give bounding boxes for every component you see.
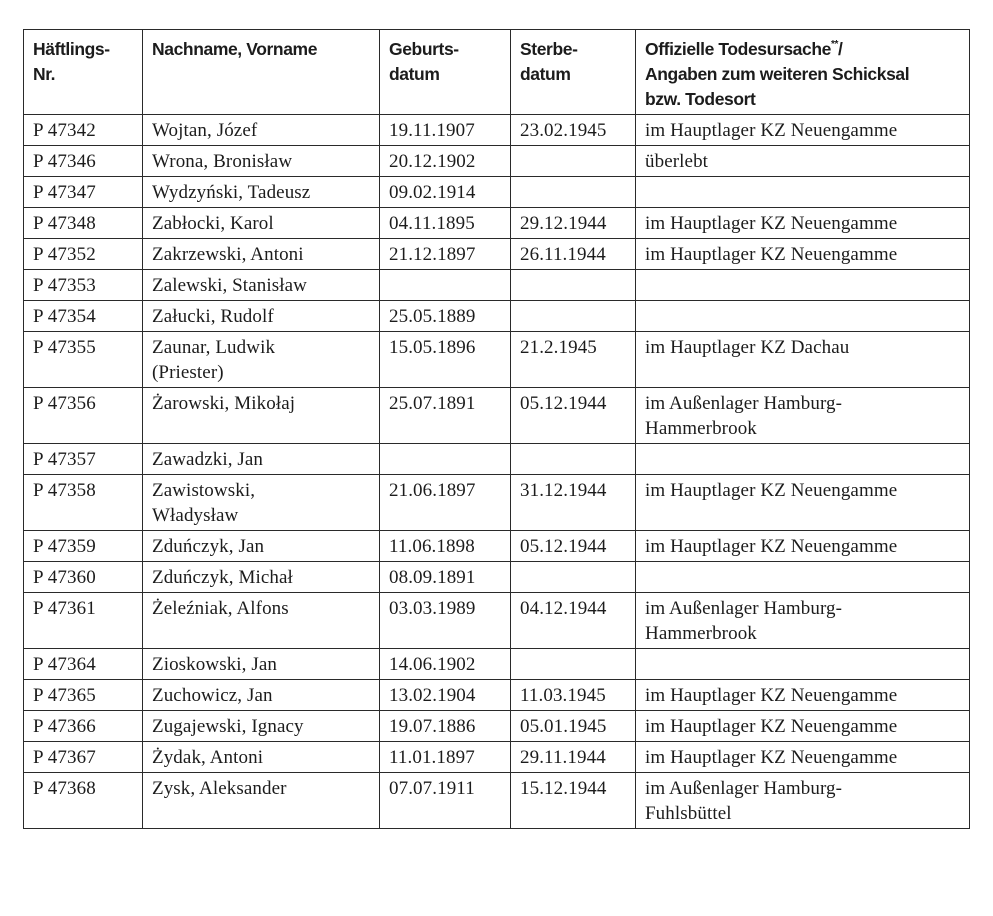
cell-birth-date-text: 11.06.1898 [389,536,475,557]
table-row [24,177,970,208]
cell-birth-date [380,649,511,680]
cell-birth-date [380,562,511,593]
table-row [24,208,970,239]
cell-prisoner-number-text: P 47368 [33,778,96,799]
cell-death-date [511,115,636,146]
cell-birth-date [380,270,511,301]
header-fate [636,30,970,115]
cell-birth-date [380,115,511,146]
cell-birth-date-text: 03.03.1989 [389,598,476,619]
cell-prisoner-number-text: P 47348 [33,213,96,234]
cell-birth-date-text: 19.11.1907 [389,120,475,141]
cell-birth-date-text: 07.07.1911 [389,778,475,799]
cell-name-text: Zuchowicz, Jan [152,685,273,706]
cell-birth-date [380,773,511,829]
cell-birth-date [380,593,511,649]
cell-fate-text: im Hauptlager KZ Neuengamme [645,685,898,706]
cell-name [143,239,380,270]
table-row [24,239,970,270]
cell-death-date [511,444,636,475]
cell-prisoner-number [24,649,143,680]
cell-name-text: Wydzyński, Tadeusz [152,182,311,203]
header-name: Nachname, Vorname [143,30,380,115]
cell-prisoner-number [24,680,143,711]
cell-prisoner-number [24,711,143,742]
cell-name-text: Żydak, Antoni [152,747,264,768]
cell-name [143,649,380,680]
cell-prisoner-number [24,177,143,208]
cell-fate-text: im Hauptlager KZ Dachau [645,337,850,358]
table-row [24,115,970,146]
cell-death-date [511,239,636,270]
cell-name-text: Zugajewski, Ignacy [152,716,304,737]
cell-fate-text: im Hauptlager KZ Neuengamme [645,716,898,737]
header-fate-rest: / Angaben zum weiteren Schicksal bzw. Todesort [645,39,910,109]
table-row [24,562,970,593]
cell-death-date [511,711,636,742]
cell-name [143,444,380,475]
header-fate-footnote-mark: ** [830,39,838,50]
cell-name-text: Zysk, Aleksander [152,778,287,799]
cell-name [143,146,380,177]
cell-birth-date [380,388,511,444]
cell-death-date-text: 15.12.1944 [520,778,607,799]
cell-birth-date-text: 25.05.1889 [389,306,476,327]
cell-death-date [511,593,636,649]
cell-birth-date-text: 04.11.1895 [389,213,475,234]
cell-name [143,475,380,531]
cell-death-date [511,301,636,332]
cell-prisoner-number-text: P 47353 [33,275,96,296]
cell-prisoner-number [24,531,143,562]
cell-death-date [511,177,636,208]
cell-name [143,332,380,388]
cell-death-date [511,773,636,829]
cell-fate-text: im Außenlager Hamburg- Hammerbrook [645,393,843,439]
table-row [24,773,970,829]
cell-birth-date-text: 11.01.1897 [389,747,475,768]
cell-fate-text: im Außenlager Hamburg- Hammerbrook [645,598,843,644]
cell-death-date [511,146,636,177]
cell-name-text: Zaunar, Ludwik (Priester) [152,337,276,383]
cell-prisoner-number [24,239,143,270]
cell-birth-date [380,531,511,562]
cell-birth-date [380,444,511,475]
table-row [24,649,970,680]
cell-fate [636,649,970,680]
cell-birth-date [380,146,511,177]
cell-prisoner-number-text: P 47367 [33,747,96,768]
cell-fate-text: im Hauptlager KZ Neuengamme [645,213,898,234]
cell-death-date [511,649,636,680]
cell-prisoner-number [24,444,143,475]
cell-fate-text: im Hauptlager KZ Neuengamme [645,244,898,265]
cell-fate [636,593,970,649]
cell-prisoner-number [24,301,143,332]
cell-name-text: Zawistowski, Władysław [152,480,256,526]
cell-name-text: Żeleźniak, Alfons [152,598,289,619]
cell-fate-text: im Hauptlager KZ Neuengamme [645,536,898,557]
cell-prisoner-number-text: P 47361 [33,598,96,619]
cell-birth-date [380,332,511,388]
cell-prisoner-number [24,388,143,444]
cell-death-date [511,680,636,711]
cell-fate [636,270,970,301]
table-row [24,301,970,332]
cell-name-text: Załucki, Rudolf [152,306,274,327]
table-row [24,531,970,562]
cell-prisoner-number-text: P 47357 [33,449,96,470]
cell-prisoner-number-text: P 47354 [33,306,96,327]
document-page [23,29,969,829]
table-row [24,388,970,444]
cell-prisoner-number-text: P 47365 [33,685,96,706]
cell-fate-text: im Hauptlager KZ Neuengamme [645,120,898,141]
cell-prisoner-number [24,773,143,829]
cell-fate-text: im Hauptlager KZ Neuengamme [645,747,898,768]
cell-fate [636,301,970,332]
header-death-date: Sterbe- datum [511,30,636,115]
cell-birth-date-text: 21.12.1897 [389,244,476,265]
cell-name [143,680,380,711]
cell-fate [636,388,970,444]
header-prisoner-number: Häftlings- Nr. [24,30,143,115]
cell-prisoner-number [24,146,143,177]
table-row [24,593,970,649]
cell-death-date-text: 26.11.1944 [520,244,606,265]
cell-prisoner-number-text: P 47360 [33,567,96,588]
table-header-row [24,30,970,115]
cell-birth-date [380,177,511,208]
cell-fate [636,562,970,593]
cell-death-date-text: 29.12.1944 [520,213,607,234]
cell-prisoner-number-text: P 47347 [33,182,96,203]
cell-death-date-text: 05.12.1944 [520,393,607,414]
table-row [24,332,970,388]
table-row [24,444,970,475]
cell-name-text: Zalewski, Stanisław [152,275,307,296]
cell-name [143,301,380,332]
cell-fate [636,742,970,773]
cell-prisoner-number [24,742,143,773]
cell-prisoner-number [24,593,143,649]
cell-death-date [511,208,636,239]
cell-name [143,388,380,444]
cell-fate [636,680,970,711]
cell-birth-date [380,742,511,773]
cell-fate [636,531,970,562]
cell-prisoner-number-text: P 47358 [33,480,96,501]
cell-fate-text: überlebt [645,151,709,172]
cell-birth-date-text: 14.06.1902 [389,654,476,675]
cell-fate [636,115,970,146]
cell-fate [636,239,970,270]
table-row [24,270,970,301]
cell-name-text: Wrona, Bronisław [152,151,293,172]
cell-name-text: Żarowski, Mikołaj [152,393,296,414]
cell-fate [636,475,970,531]
cell-name [143,270,380,301]
cell-prisoner-number-text: P 47366 [33,716,96,737]
cell-fate [636,208,970,239]
cell-prisoner-number [24,332,143,388]
cell-birth-date [380,711,511,742]
cell-death-date-text: 04.12.1944 [520,598,607,619]
cell-death-date-text: 05.12.1944 [520,536,607,557]
cell-death-date [511,475,636,531]
cell-name-text: Zawadzki, Jan [152,449,264,470]
cell-death-date [511,270,636,301]
table-row [24,711,970,742]
cell-name-text: Zabłocki, Karol [152,213,274,234]
cell-prisoner-number [24,475,143,531]
cell-prisoner-number [24,115,143,146]
cell-birth-date [380,301,511,332]
cell-prisoner-number-text: P 47364 [33,654,96,675]
cell-fate [636,444,970,475]
cell-death-date [511,332,636,388]
table-row [24,680,970,711]
prisoner-table [23,29,970,829]
cell-death-date [511,562,636,593]
cell-fate [636,332,970,388]
cell-birth-date-text: 21.06.1897 [389,480,476,501]
cell-name-text: Zakrzewski, Antoni [152,244,304,265]
cell-death-date [511,531,636,562]
cell-prisoner-number [24,270,143,301]
table-row [24,146,970,177]
cell-name-text: Zduńczyk, Michał [152,567,293,588]
cell-birth-date-text: 13.02.1904 [389,685,476,706]
cell-fate-text: im Außenlager Hamburg- Fuhlsbüttel [645,778,843,824]
cell-death-date [511,742,636,773]
cell-prisoner-number-text: P 47346 [33,151,96,172]
cell-birth-date [380,239,511,270]
cell-name [143,711,380,742]
cell-name-text: Zioskowski, Jan [152,654,277,675]
cell-fate [636,711,970,742]
cell-birth-date-text: 08.09.1891 [389,567,476,588]
cell-fate [636,177,970,208]
cell-name [143,593,380,649]
cell-birth-date-text: 19.07.1886 [389,716,476,737]
cell-death-date-text: 31.12.1944 [520,480,607,501]
cell-death-date-text: 21.2.1945 [520,337,597,358]
cell-birth-date-text: 25.07.1891 [389,393,476,414]
cell-birth-date [380,680,511,711]
cell-name [143,531,380,562]
cell-name [143,773,380,829]
cell-birth-date-text: 15.05.1896 [389,337,476,358]
cell-prisoner-number-text: P 47342 [33,120,96,141]
cell-fate [636,146,970,177]
cell-death-date-text: 05.01.1945 [520,716,607,737]
cell-prisoner-number-text: P 47355 [33,337,96,358]
cell-name-text: Zduńczyk, Jan [152,536,265,557]
cell-prisoner-number-text: P 47352 [33,244,96,265]
header-birth-date: Geburts- datum [380,30,511,115]
table-row [24,475,970,531]
cell-name [143,742,380,773]
cell-death-date-text: 23.02.1945 [520,120,607,141]
cell-name [143,562,380,593]
cell-birth-date-text: 20.12.1902 [389,151,476,172]
cell-name-text: Wojtan, Józef [152,120,258,141]
cell-name [143,115,380,146]
cell-name [143,177,380,208]
cell-prisoner-number [24,208,143,239]
cell-birth-date-text: 09.02.1914 [389,182,476,203]
cell-fate [636,773,970,829]
cell-birth-date [380,475,511,531]
cell-birth-date [380,208,511,239]
cell-fate-text: im Hauptlager KZ Neuengamme [645,480,898,501]
table-row [24,742,970,773]
cell-death-date [511,388,636,444]
header-fate-main: Offizielle Todesursache [645,39,831,59]
cell-name [143,208,380,239]
cell-death-date-text: 11.03.1945 [520,685,606,706]
cell-prisoner-number-text: P 47359 [33,536,96,557]
cell-death-date-text: 29.11.1944 [520,747,606,768]
cell-prisoner-number-text: P 47356 [33,393,96,414]
cell-prisoner-number [24,562,143,593]
